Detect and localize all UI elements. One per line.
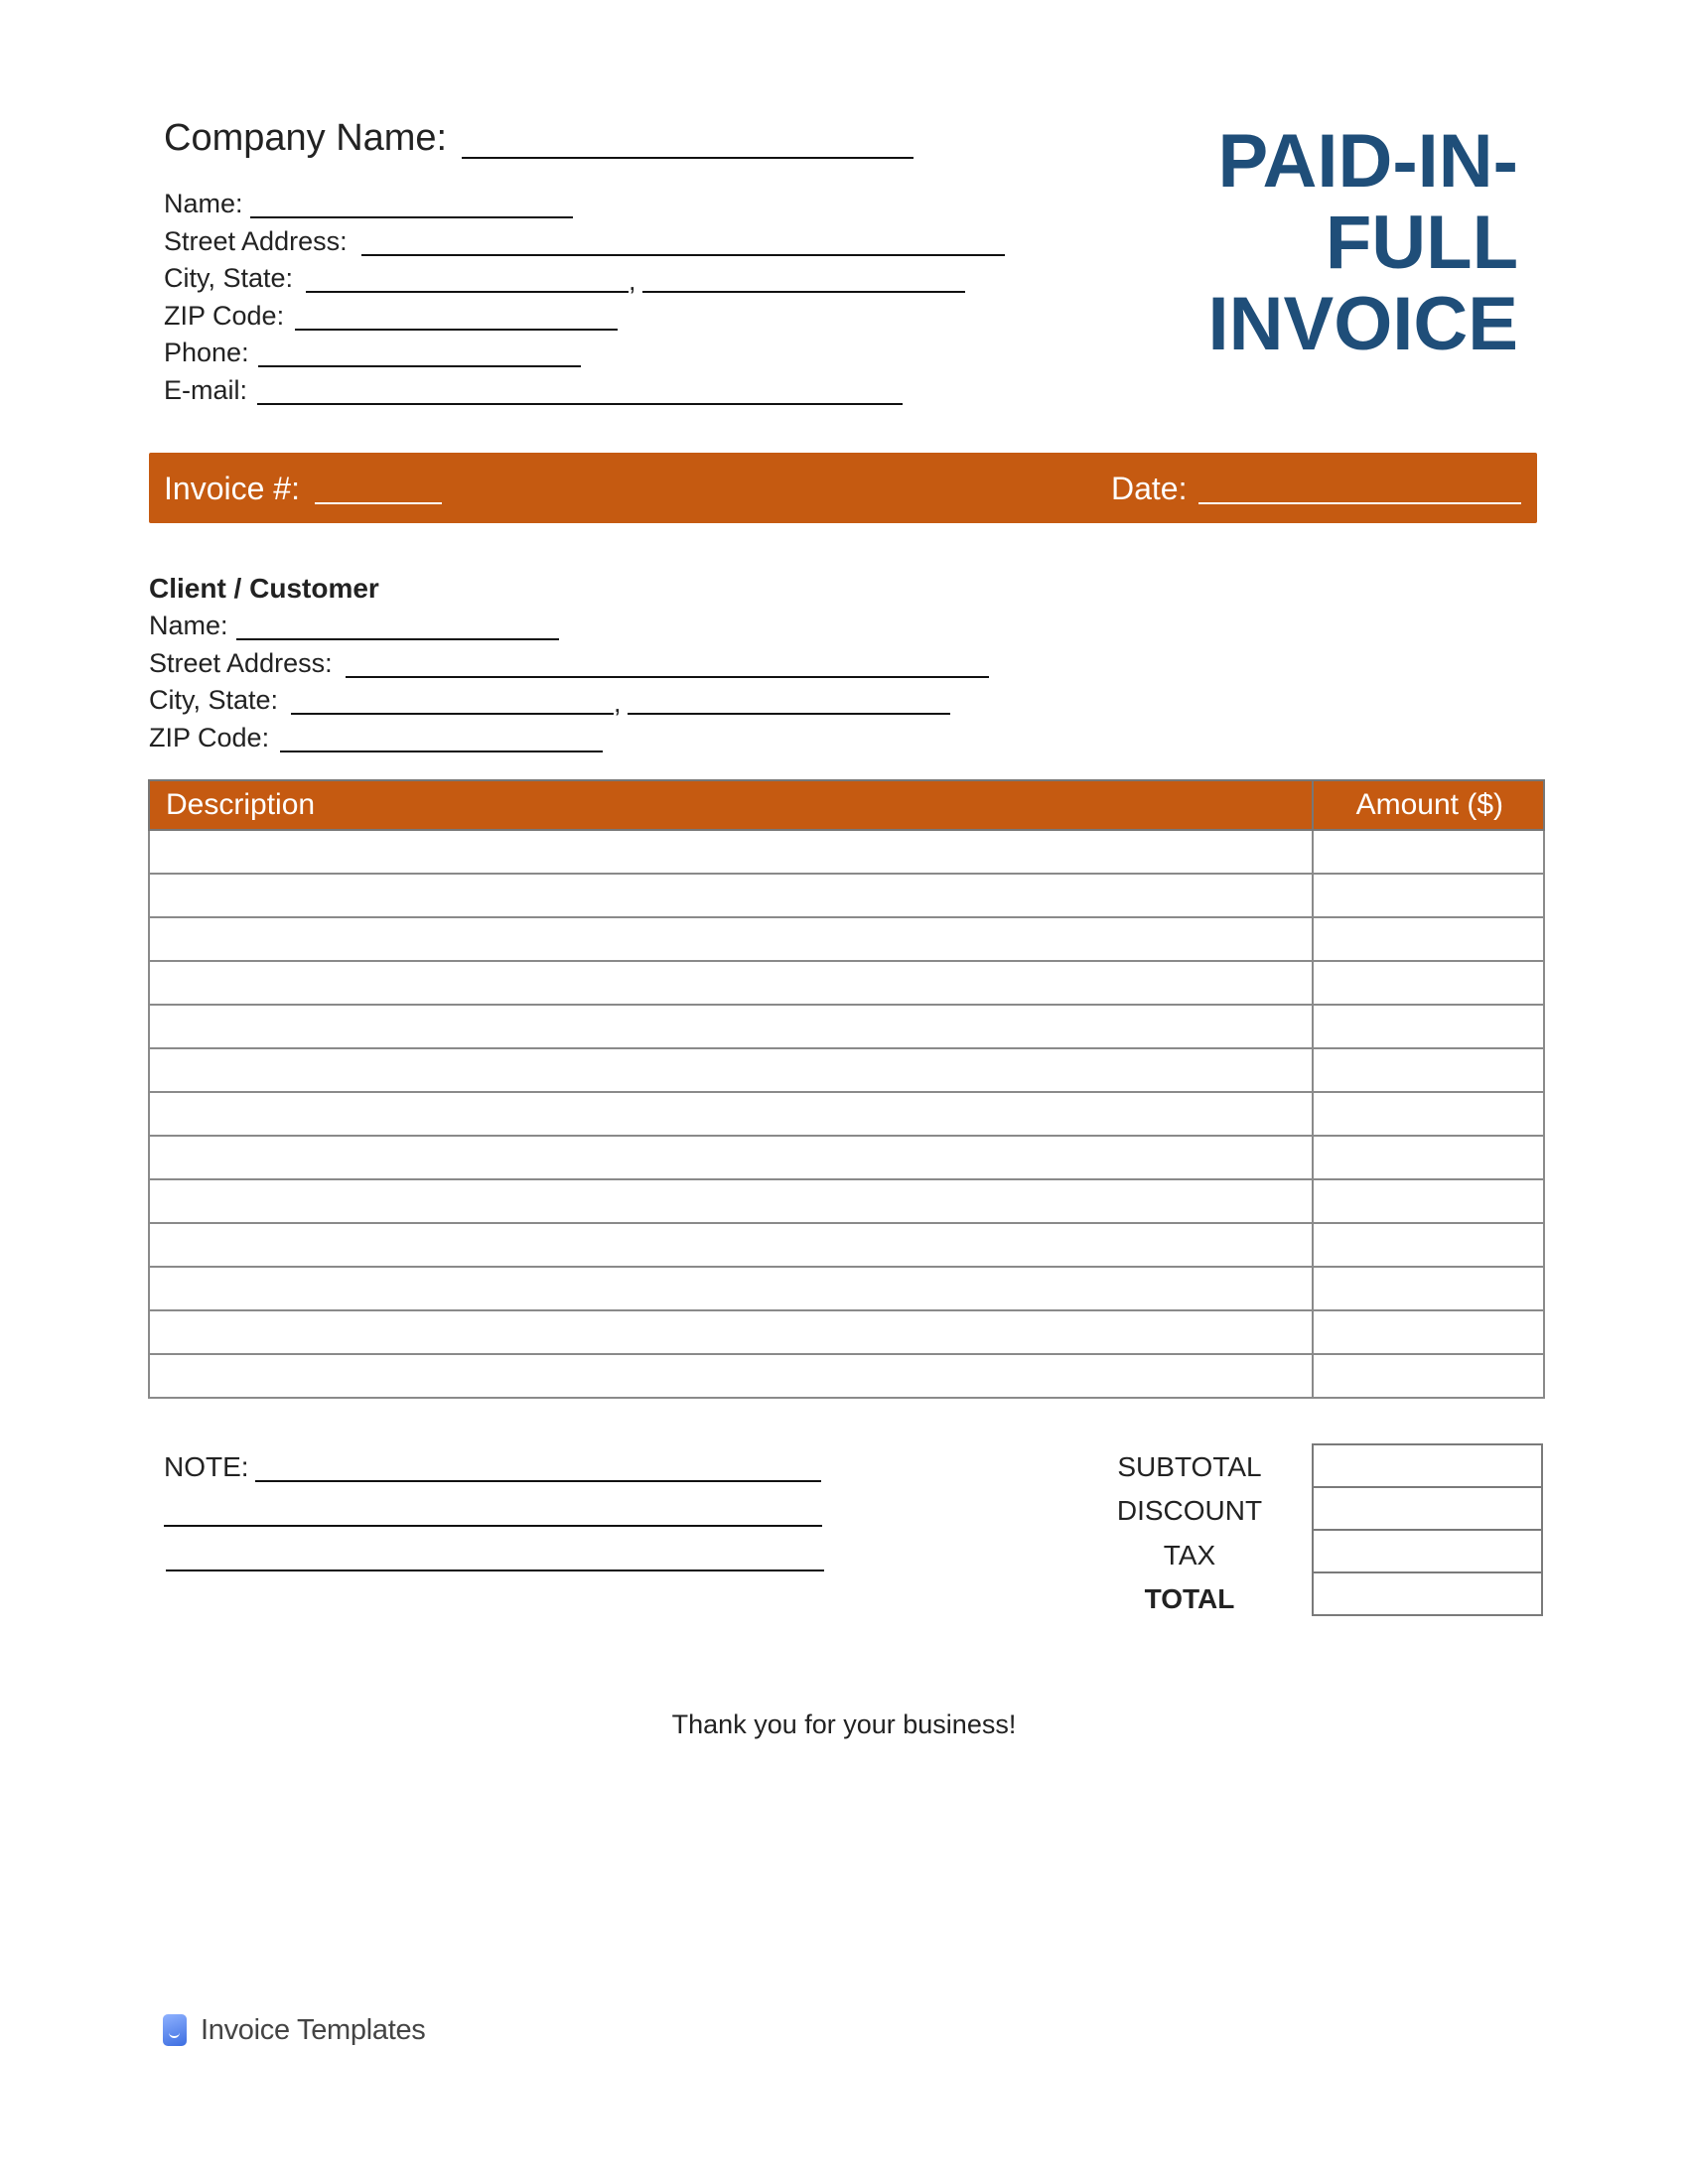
table-row [149,1354,1544,1398]
description-cell[interactable] [149,830,1313,874]
description-cell[interactable] [149,961,1313,1005]
company-name-field-label: Name: [164,189,243,218]
amount-cell[interactable] [1313,917,1544,961]
amount-cell[interactable] [1313,1092,1544,1136]
amount-cell[interactable] [1313,1048,1544,1092]
client-state-line[interactable] [628,713,950,715]
company-city-state-label: City, State: [164,263,294,293]
company-city-line[interactable] [306,291,629,293]
note-line-1[interactable] [255,1480,821,1482]
amount-cell[interactable] [1313,1267,1544,1310]
company-phone-label: Phone: [164,338,249,367]
amount-cell[interactable] [1313,830,1544,874]
description-cell[interactable] [149,1267,1313,1310]
amount-cell[interactable] [1313,1136,1544,1179]
description-cell[interactable] [149,1310,1313,1354]
table-row [149,874,1544,917]
client-street-line[interactable] [346,676,989,678]
company-contact-name-line[interactable] [250,216,573,218]
amount-cell[interactable] [1313,961,1544,1005]
invoice-number-line[interactable] [315,502,442,504]
description-cell[interactable] [149,1223,1313,1267]
total-cell[interactable] [1313,1572,1542,1615]
company-street-label: Street Address: [164,226,348,256]
company-email-line[interactable] [257,403,903,405]
table-row [149,1223,1544,1267]
table-row [149,1310,1544,1354]
items-table [148,779,1545,1399]
client-city-state-label: City, State: [149,685,279,715]
client-name-label: Name: [149,611,228,640]
invoice-date-line[interactable] [1198,502,1521,504]
table-row [149,1048,1544,1092]
description-cell[interactable] [149,1354,1313,1398]
amount-cell[interactable] [1313,1223,1544,1267]
table-row [149,1005,1544,1048]
description-cell[interactable] [149,874,1313,917]
note-line-3[interactable] [166,1570,824,1571]
client-city-comma: , [614,688,622,718]
description-column-header: Description [149,780,1313,830]
client-zip-line[interactable] [280,751,603,752]
table-row [149,1267,1544,1310]
table-row [149,1136,1544,1179]
invoice-title-line-1: PAID-IN- [1217,119,1518,204]
invoice-date-label: Date: [1111,471,1188,506]
total-label: TOTAL [1144,1583,1235,1614]
company-state-line[interactable] [642,291,965,293]
company-name-line[interactable] [462,157,914,159]
amount-column-header: Amount ($) [1313,780,1544,830]
invoice-number-label: Invoice #: [164,471,300,506]
description-cell[interactable] [149,1092,1313,1136]
note-label: NOTE: [164,1451,249,1482]
description-cell[interactable] [149,1048,1313,1092]
discount-label: DISCOUNT [1116,1495,1263,1526]
table-row [149,1179,1544,1223]
items-body [149,830,1544,1398]
table-row [149,1092,1544,1136]
description-cell[interactable] [149,1179,1313,1223]
tax-label: TAX [1163,1540,1216,1570]
table-row [149,830,1544,874]
client-heading: Client / Customer [149,573,379,604]
company-zip-line[interactable] [295,329,618,331]
amount-cell[interactable] [1313,1179,1544,1223]
amount-cell[interactable] [1313,1005,1544,1048]
client-name-line[interactable] [236,638,559,640]
tax-cell[interactable] [1313,1530,1542,1572]
amount-cell[interactable] [1313,1354,1544,1398]
company-name-label: Company Name: [164,117,448,159]
description-cell[interactable] [149,1136,1313,1179]
company-phone-line[interactable] [258,365,581,367]
table-row [149,917,1544,961]
invoice-title [1101,121,1518,365]
client-zip-label: ZIP Code: [149,723,270,752]
invoice-title-line-3: INVOICE [1207,282,1518,366]
discount-cell[interactable] [1313,1487,1542,1530]
company-zip-label: ZIP Code: [164,301,285,331]
note-line-2[interactable] [164,1525,822,1527]
company-city-comma: , [629,266,636,296]
footer-brand-name: Invoice Templates [201,2014,426,2046]
table-row [149,961,1544,1005]
amount-cell[interactable] [1313,1310,1544,1354]
company-email-label: E-mail: [164,375,248,405]
totals-table [1312,1443,1543,1616]
description-cell[interactable] [149,917,1313,961]
client-city-line[interactable] [291,713,614,715]
subtotal-label: SUBTOTAL [1117,1451,1262,1482]
thank-you-message: Thank you for your business! [671,1709,1017,1739]
description-cell[interactable] [149,1005,1313,1048]
client-street-label: Street Address: [149,648,333,678]
amount-cell[interactable] [1313,874,1544,917]
company-street-line[interactable] [361,254,1005,256]
items-header-row [149,780,1544,830]
invoice-templates-logo-icon [163,2014,187,2046]
invoice-title-line-2: FULL [1325,201,1518,285]
subtotal-cell[interactable] [1313,1444,1542,1487]
invoice-number-bar [149,453,1537,523]
